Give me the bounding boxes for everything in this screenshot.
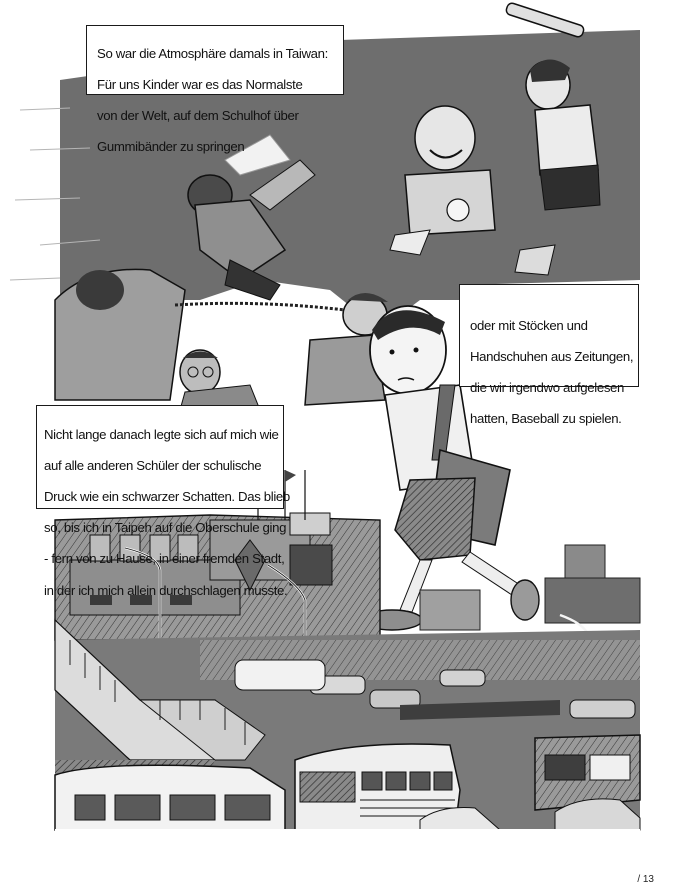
caption-line: - fern von zu Hause, in einer fremden Stadt, (44, 551, 285, 567)
caption-line: Handschuhen aus Zeitungen, (470, 348, 634, 364)
caption-line: Druck wie ein schwarzer Schatten. Das blieb (44, 488, 290, 504)
caption-box-left (36, 405, 290, 598)
page-number (637, 874, 654, 885)
caption-box-right (459, 284, 639, 427)
caption-line: hatten, Baseball zu spielen. (470, 411, 622, 427)
caption-line: So war die Atmosphäre damals in Taiwan: (97, 45, 328, 61)
caption-line: oder mit Stöcken und (470, 317, 588, 333)
caption-line: Nicht lange danach legte sich auf mich wie (44, 426, 279, 442)
caption-line: so, bis ich in Taipeh auf die Oberschule ging (44, 520, 287, 536)
page-number-value: 13 (642, 874, 654, 885)
bus-left (55, 765, 285, 830)
page-number-separator: / (637, 874, 641, 885)
caption-line: in der ich mich allein durchschlagen musste. (44, 582, 288, 598)
kid-with-glasses (180, 350, 260, 410)
kid-holding-band (55, 269, 185, 400)
caption-line: die wir irgendwo aufgelesen (470, 379, 625, 395)
van (235, 660, 325, 690)
bat-stick (505, 2, 585, 38)
bus-right (535, 735, 640, 810)
caption-line: von der Welt, auf dem Schulhof über (97, 107, 299, 123)
right-shoe (511, 580, 539, 620)
baseball (447, 199, 469, 221)
caption-line: Für uns Kinder war es das Normalste (97, 76, 303, 92)
caption-line: auf alle anderen Schüler der schulische (44, 457, 262, 473)
caption-box-top (86, 25, 344, 155)
shop-sign (290, 513, 330, 535)
rubber-band (175, 303, 345, 310)
caption-line: Gummibänder zu springen (97, 139, 245, 155)
